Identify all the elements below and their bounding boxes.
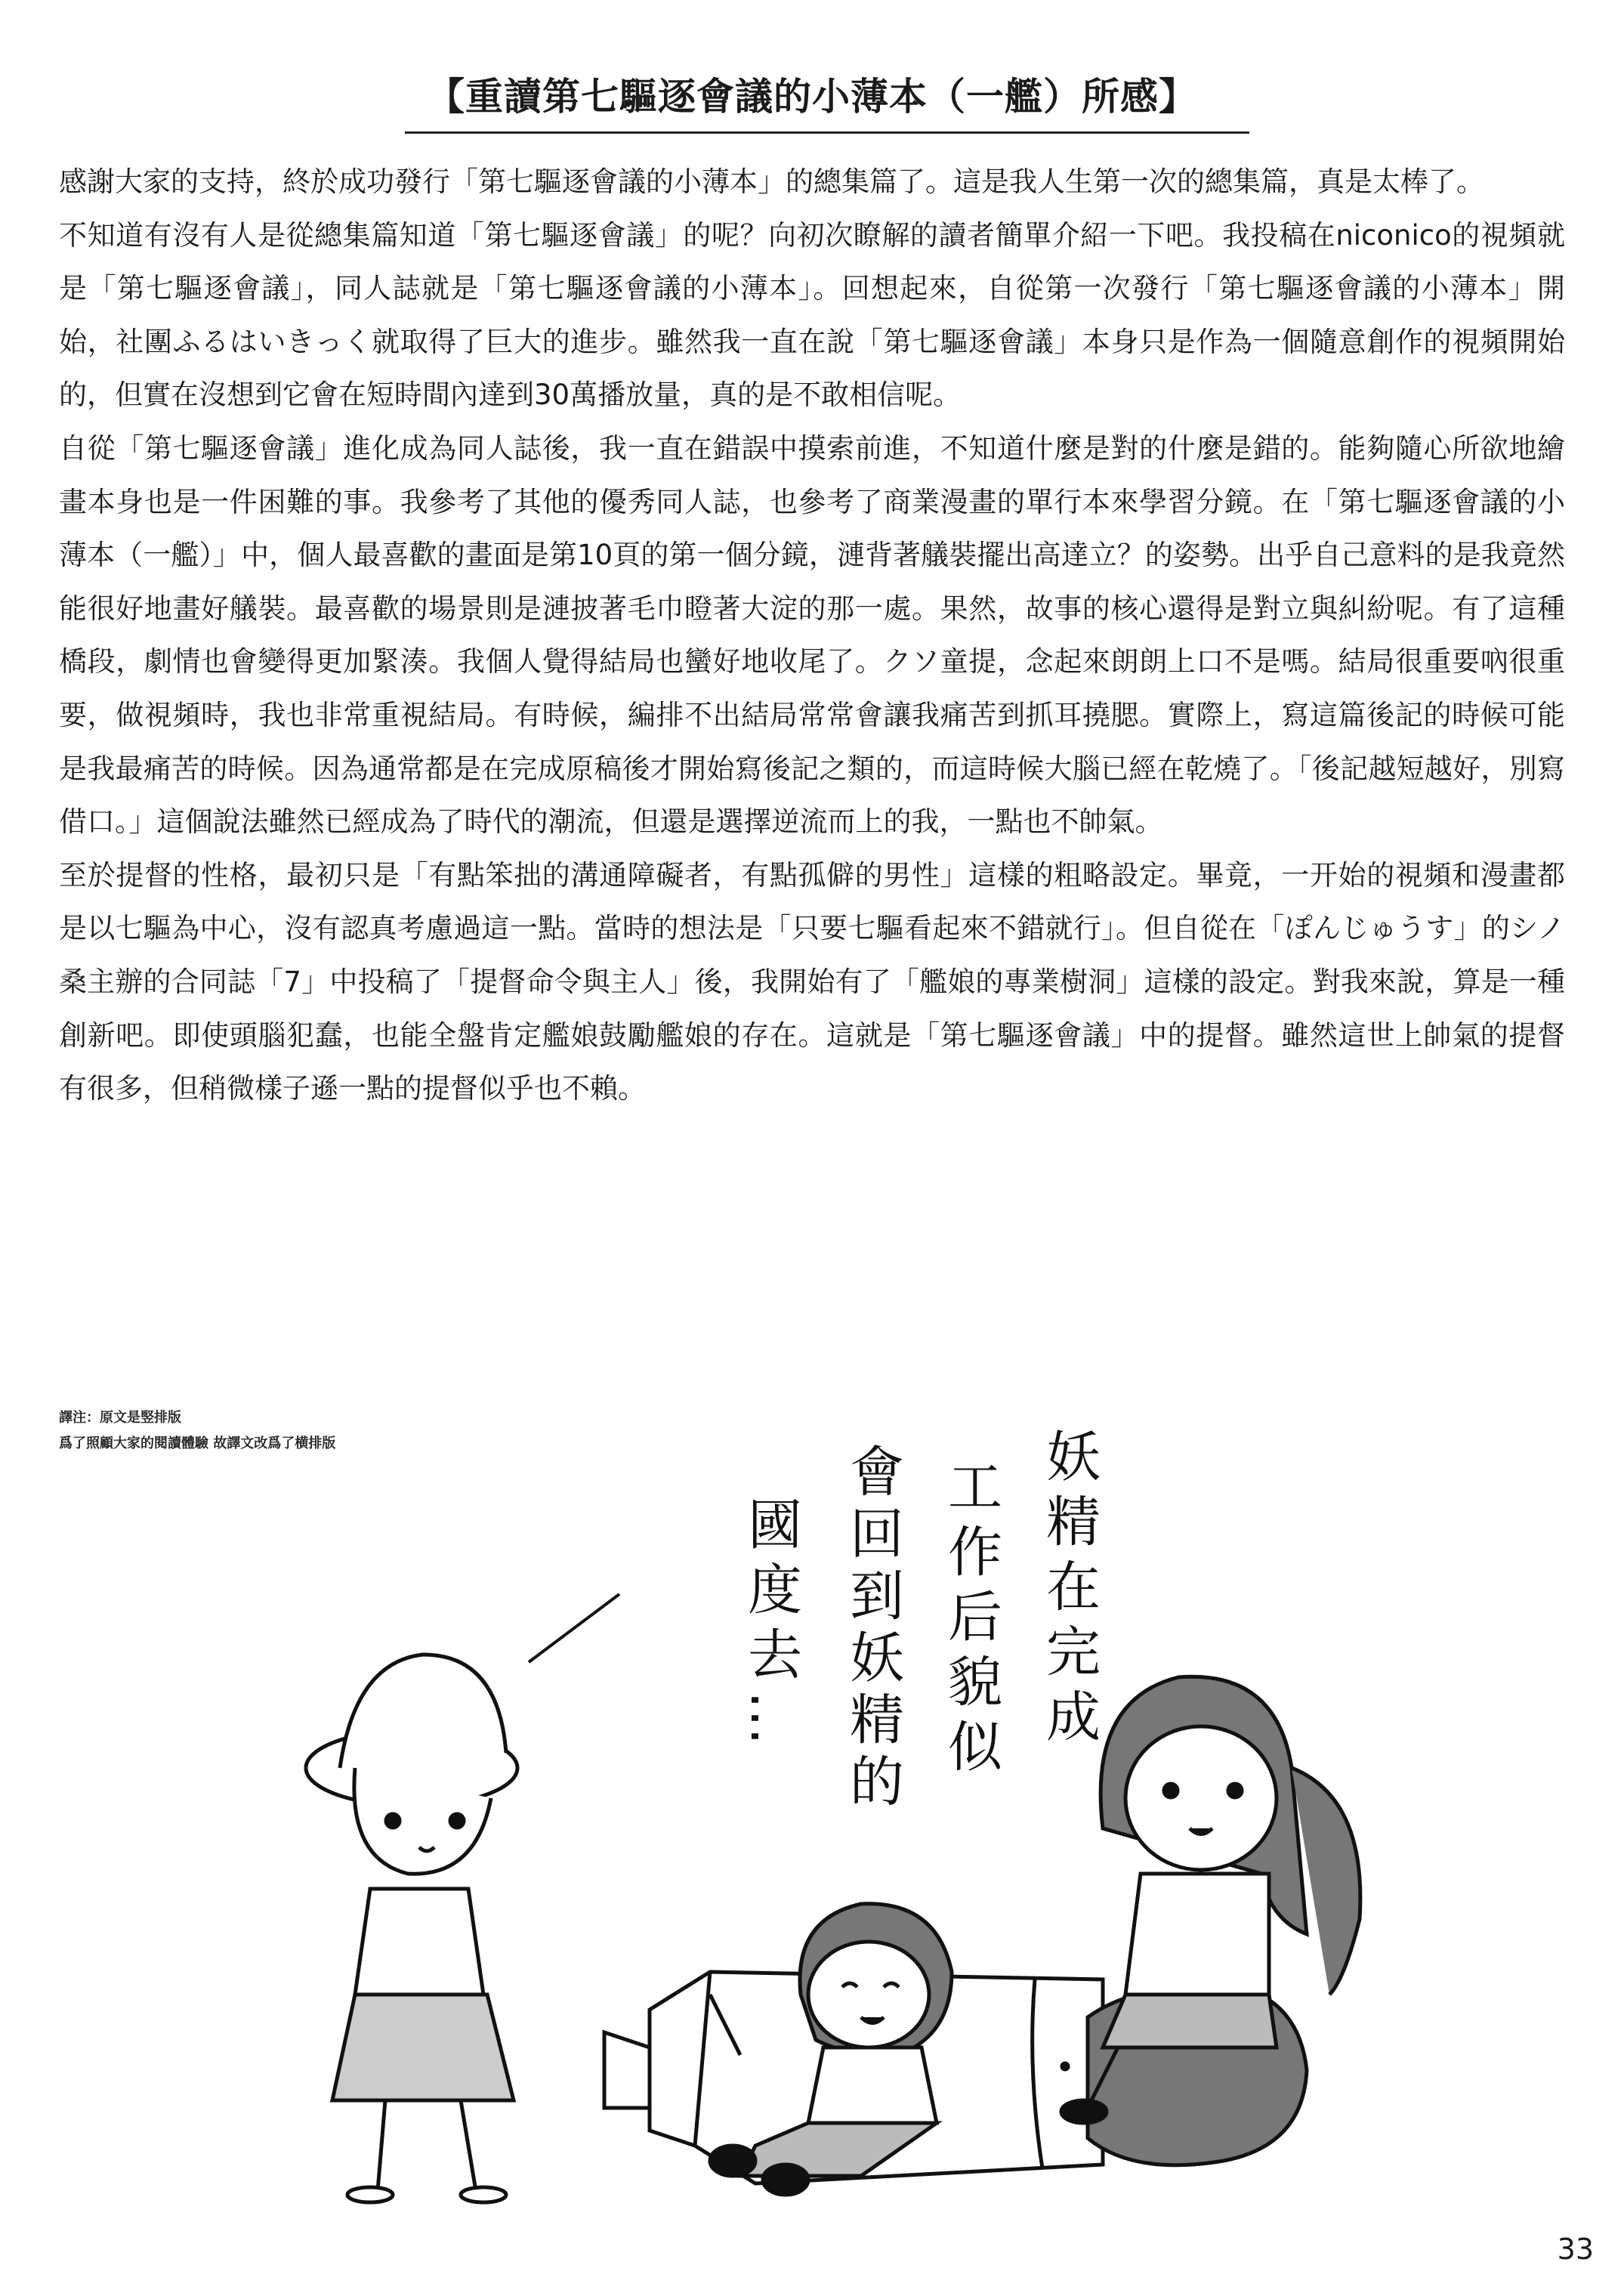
caption-column-2: 工作后貌似 bbox=[939, 1458, 1002, 1783]
title-underline bbox=[405, 131, 1249, 134]
girl-straw-hat bbox=[306, 1594, 619, 2202]
caption-column-4: 國度去… bbox=[739, 1496, 802, 1756]
paragraph-1: 感謝大家的支持，終於成功發行「第七驅逐會議的小薄本」的總集篇了。這是我人生第一次的總集篇，真是太棒了。 bbox=[59, 165, 1484, 198]
page-title: 【重讀第七驅逐會議的小薄本（一艦）所感】 bbox=[427, 75, 1197, 119]
afterword-body bbox=[59, 156, 1565, 1116]
caption-column-1: 妖精在完成 bbox=[1037, 1428, 1101, 1753]
paragraph-2: 不知道有沒有人是從總集篇知道「第七驅逐會議」的呢？向初次瞭解的讀者簡單介紹一下吧。我投稿在niconico的視頻就是「第七驅逐會議」，同人誌就是「第七驅逐會議的小薄本」。回想起來，自從第一次發行「第七驅逐會議的小薄本」開始，社團ふるはいきっく就取得了巨大的進步。雖然我一直在說「第七驅逐會議」本身只是作為一個隨意創作的視頻開始的，但實在沒想到它會在短時間內達到30萬播放量，真的是不敢相信呢。 bbox=[59, 218, 1565, 412]
paragraph-3: 自從「第七驅逐會議」進化成為同人誌後，我一直在錯誤中摸索前進，不知道什麼是對的什麼是錯的。能夠隨心所欲地繪畫本身也是一件困難的事。我參考了其他的優秀同人誌，也參考了商業漫畫的單行本來學習分鏡。在「第七驅逐會議的小薄本（一艦）」中，個人最喜歡的畫面是第10頁的第一個分鏡，漣背著艤裝擺出高達立？的姿勢。出乎自己意料的是我竟然能很好地畫好艤裝。最喜歡的場景則是漣披著毛巾瞪著大淀的那一處。果然，故事的核心還得是對立與糾紛呢。有了這種橋段，劇情也會變得更加緊湊。我個人覺得結局也蠻好地收尾了。クソ童提，念起來朗朗上口不是嗎。結局很重要吶很重要，做視頻時，我也非常重視結局。有時候，編排不出結局常常會讓我痛苦到抓耳撓腮。實際上，寫這篇後記的時候可能是我最痛苦的時候。因為通常都是在完成原稿後才開始寫後記之類的，而這時候大腦已經在乾燒了。「後記越短越好，別寫借口。」這個說法雖然已經成為了時代的潮流，但還是選擇逆流而上的我，一點也不帥氣。 bbox=[59, 431, 1565, 839]
translator-note-line-1: 譯注：原文是竪排版 bbox=[59, 1410, 181, 1426]
page-number: 33 bbox=[1557, 2233, 1594, 2266]
translator-note-line-2: 爲了照顧大家的閱讀體驗 故譯文改爲了横排版 bbox=[59, 1435, 336, 1451]
paragraph-4: 至於提督的性格，最初只是「有點笨拙的溝通障礙者，有點孤僻的男性」這樣的粗略設定。畢竟，一开始的視頻和漫畫都是以七驅為中心，沒有認真考慮過這一點。當時的想法是「只要七驅看起來不錯就行」。但自從在「ぽんじゅうす」的シノ桑主辦的合同誌「7」中投稿了「提督命令與主人」後，我開始有了「艦娘的專業樹洞」這樣的設定。對我來說，算是一種創新吧。即使頭腦犯蠢，也能全盤肯定艦娘鼓勵艦娘的存在。這就是「第七驅逐會議」中的提督。雖然這世上帥氣的提督有很多，但稍微樣子遜一點的提督似乎也不賴。 bbox=[59, 858, 1565, 1105]
manga-illustration bbox=[287, 1345, 1616, 2221]
caption-column-3: 會回到妖精的 bbox=[841, 1443, 904, 1815]
